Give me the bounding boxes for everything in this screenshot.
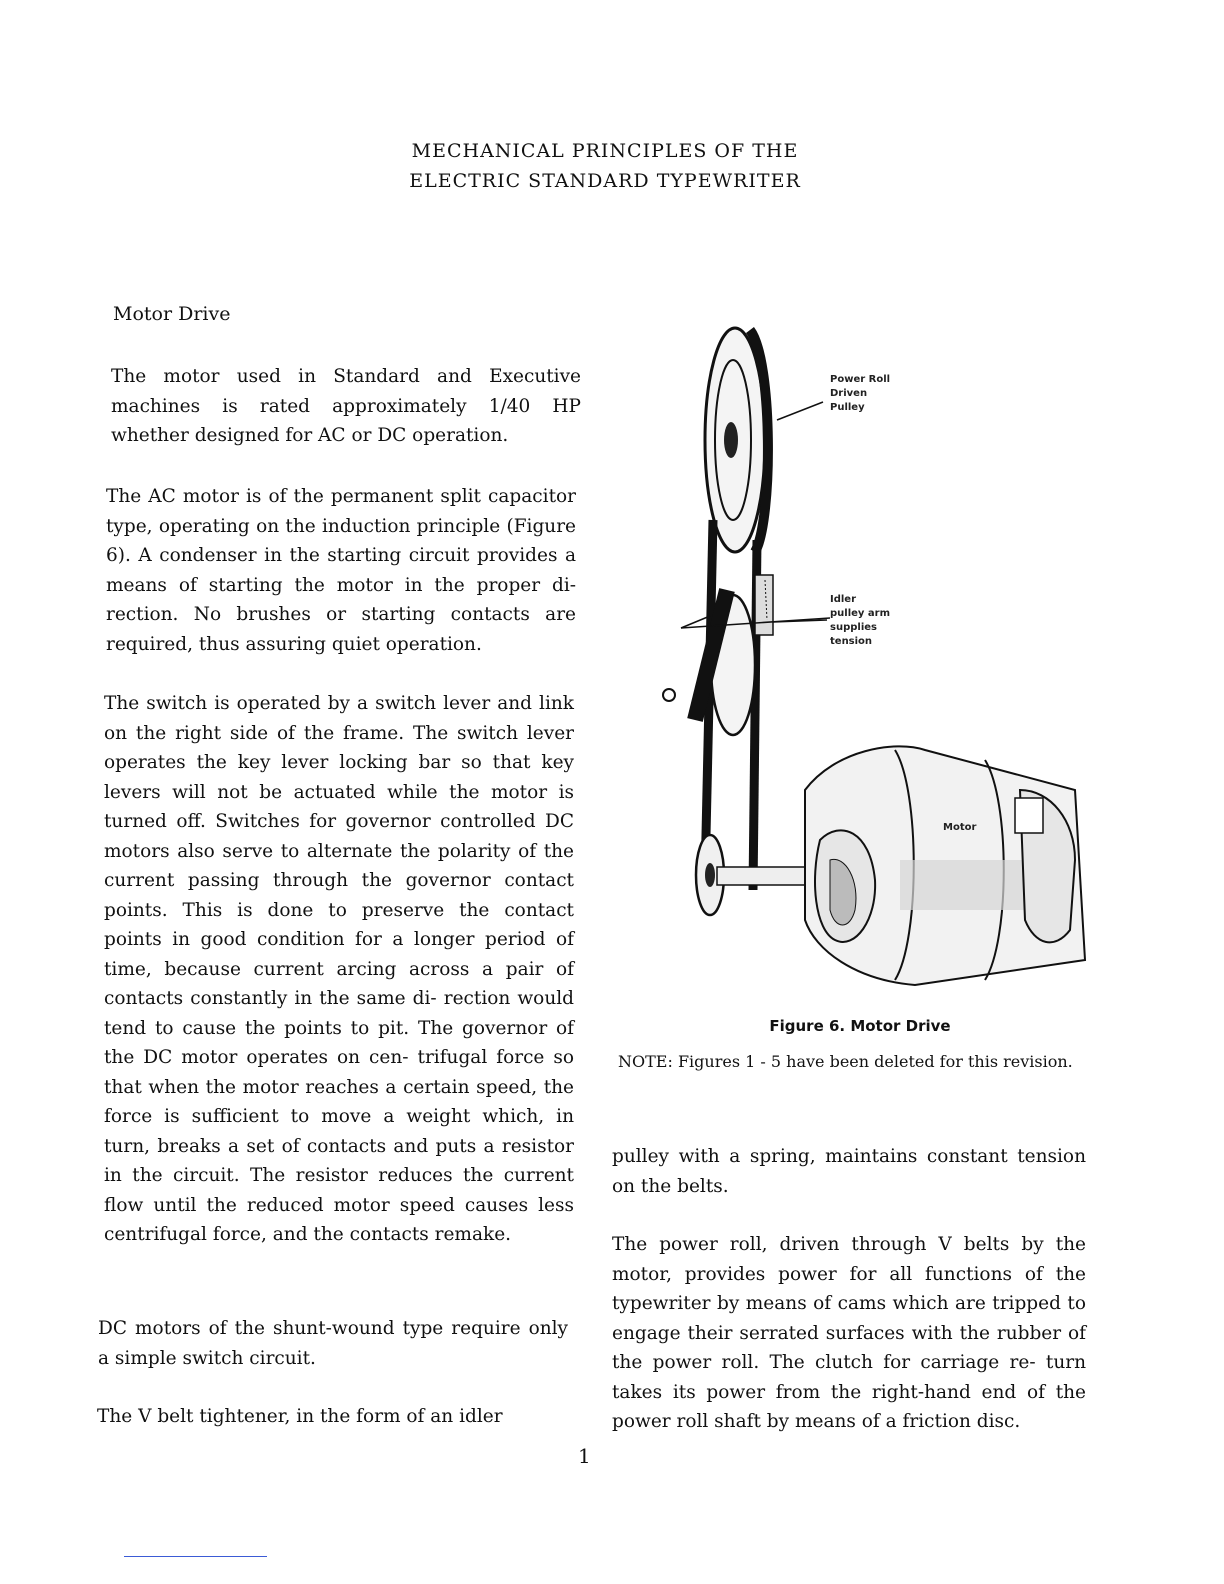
paragraph-dc-motors: DC motors of the shunt-wound type require only a simple switch circuit. (98, 1318, 568, 1369)
motor-drive-figure (655, 320, 1095, 1000)
label-idler-line-3: supplies (830, 622, 877, 633)
paragraph-v-belt-start: The V belt tightener, in the form of an idler (97, 1406, 503, 1427)
title-line-2: ELECTRIC STANDARD TYPEWRITER (409, 170, 801, 192)
motor-drive-illustration (655, 320, 1095, 1000)
svg-text:Driven (830, 388, 867, 399)
paragraph-switch: The switch is operated by a switch lever and link on the right side of the frame. The switch lever operates the key lever locking bar so that key levers will not be actuated while the motor is turned off. Switches for governor controlled DC motors also serve to alternate the polarity of the current passing through the governor contact points. This is done to preserve the contact points in good condition for a longer period of time, because current arcing across a pair of contacts constantly in the same di- rection would tend to cause the points to pit. The governor of the DC motor operates on cen- trifugal force so that when the motor reaches a certain speed, the force is sufficient to move a weight which, in turn, breaks a set of contacts and puts a resistor in the circuit. The resistor reduces the current flow until the reduced motor speed causes less centrifugal force, and the contacts remake. (104, 693, 574, 1245)
svg-text:Motor (943, 822, 976, 833)
footer-rule (124, 1556, 267, 1557)
label-idler-line-1: Idler (830, 594, 857, 605)
paragraph-power-roll: The power roll, driven through V belts by the motor, provides power for all functions of the typewriter by means of cams which are tripped to engage their serrated surfaces with the rubber of the power roll. The clutch for carriage re- turn takes its power from the right-hand end of the power roll shaft by means of a friction disc. (612, 1234, 1086, 1432)
svg-text:tension (830, 636, 872, 647)
figure-caption: Figure 6. Motor Drive (769, 1017, 951, 1035)
page-number: 1 (578, 1444, 591, 1468)
paragraph-motor-rating: The motor used in Standard and Executive machines is rated approximately 1/40 HP whether designed for AC or DC operation. (111, 366, 581, 446)
label-pulley-line-3: Pulley (830, 402, 865, 413)
figure-note: NOTE: Figures 1 - 5 have been deleted for this revision. (618, 1052, 1073, 1071)
section-heading: Motor Drive (113, 303, 231, 325)
svg-text:supplies (830, 622, 877, 633)
svg-text:Power Roll (830, 374, 890, 385)
svg-text:Idler (830, 594, 856, 605)
label-idler-line-4: tension (830, 636, 873, 647)
svg-text:Pulley (830, 402, 865, 413)
label-pulley-line-2: Driven (830, 388, 868, 399)
paragraph-v-belt-end: pulley with a spring, maintains constant tension on the belts. (612, 1146, 1086, 1197)
svg-text:pulley arm (830, 608, 890, 619)
label-pulley-line-1: Power Roll (830, 374, 891, 385)
paragraph-ac-motor: The AC motor is of the permanent split capacitor type, operating on the induction principle (Figure 6). A condenser in the starting circuit provides a means of starting the motor in the proper di- rection. No brushes or starting contacts are required, thus assuring quiet operation. (106, 486, 576, 655)
label-idler-line-2: pulley arm (830, 608, 891, 619)
page-title (0, 136, 1210, 196)
title-line-1: MECHANICAL PRINCIPLES OF THE (411, 140, 799, 162)
label-motor: Motor (943, 822, 977, 833)
